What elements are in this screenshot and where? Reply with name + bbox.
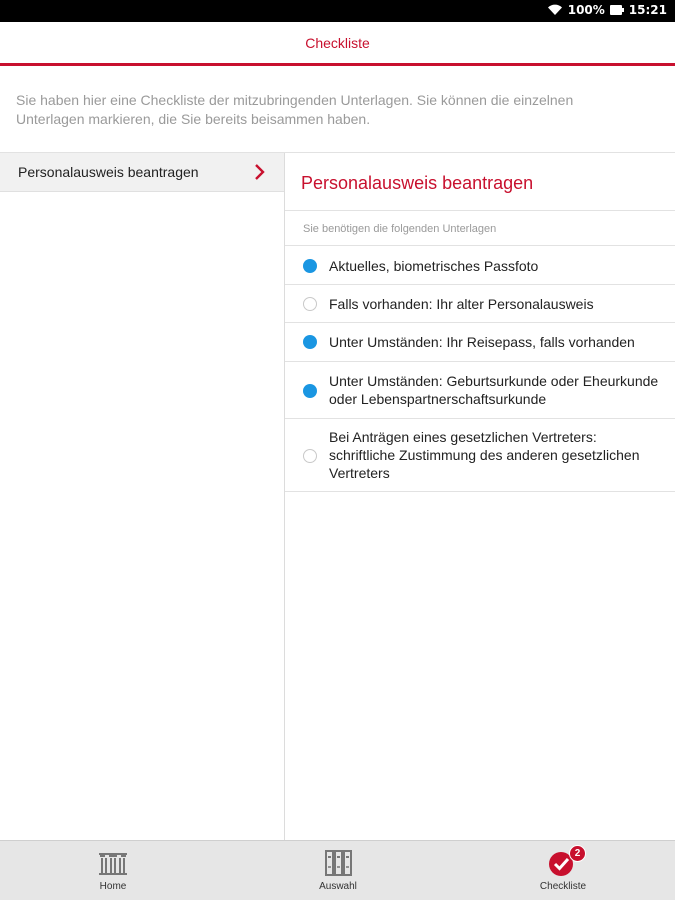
detail-subtitle: Sie benötigen die folgenden Unterlagen [303, 223, 497, 235]
wifi-icon [547, 4, 563, 16]
checklist-detail [285, 153, 675, 840]
list-item-personalausweis[interactable] [0, 153, 284, 192]
nav-checkliste[interactable] [483, 841, 643, 901]
nav-checkliste-label: Checkliste [539, 881, 587, 892]
battery-percent: 100% [567, 3, 605, 17]
detail-title: Personalausweis beantragen [301, 173, 534, 193]
checklist-item[interactable] [285, 323, 675, 362]
page-title: Checkliste [305, 35, 370, 51]
checklist-item-label: Falls vorhanden: Ihr alter Personalausweis [329, 296, 594, 312]
checklist-item[interactable] [285, 285, 675, 323]
nav-home-label: Home [99, 881, 127, 892]
checklist-item[interactable] [285, 362, 675, 419]
list-item-label: Personalausweis beantragen [18, 164, 199, 180]
clock: 15:21 [628, 3, 667, 17]
document-checklist [285, 246, 675, 492]
building-icon [96, 849, 130, 879]
app-bar-accent-line [0, 63, 675, 66]
app-bar [0, 22, 675, 63]
nav-auswahl[interactable] [258, 841, 418, 901]
battery-icon [610, 4, 624, 16]
detail-divider [285, 210, 675, 211]
check-dot-icon[interactable] [303, 449, 317, 463]
checklist-item-label: Unter Umständen: Geburtsurkunde oder Eheurkunde oder Lebenspartnerschaftsurkunde [329, 373, 659, 407]
check-dot-icon[interactable] [303, 335, 317, 349]
checklist-item-label: Aktuelles, biometrisches Passfoto [329, 258, 539, 274]
checklist-category-list [0, 153, 284, 840]
intro-text: Sie haben hier eine Checkliste der mitzubringenden Unterlagen. Sie können die einzelnen Unterlagen markieren, die Sie bereits beisammen haben. [16, 92, 574, 127]
checklist-item-label: Unter Umständen: Ihr Reisepass, falls vorhanden [329, 334, 635, 350]
check-dot-icon[interactable] [303, 384, 317, 398]
nav-auswahl-label: Auswahl [319, 881, 357, 892]
status-bar [0, 0, 675, 22]
checklist-item[interactable] [285, 419, 675, 492]
checklist-item[interactable] [285, 246, 675, 285]
binders-icon [321, 849, 355, 879]
check-dot-icon[interactable] [303, 259, 317, 273]
status-bar-right [547, 3, 667, 17]
check-dot-icon[interactable] [303, 297, 317, 311]
chevron-right-icon [250, 163, 268, 181]
nav-home[interactable] [33, 841, 193, 901]
checklist-item-label: Bei Anträgen eines gesetzlichen Vertreters: schriftliche Zustimmung des anderen gesetzlichen Vertreters [329, 429, 640, 481]
checklist-count-badge: 2 [569, 845, 586, 862]
